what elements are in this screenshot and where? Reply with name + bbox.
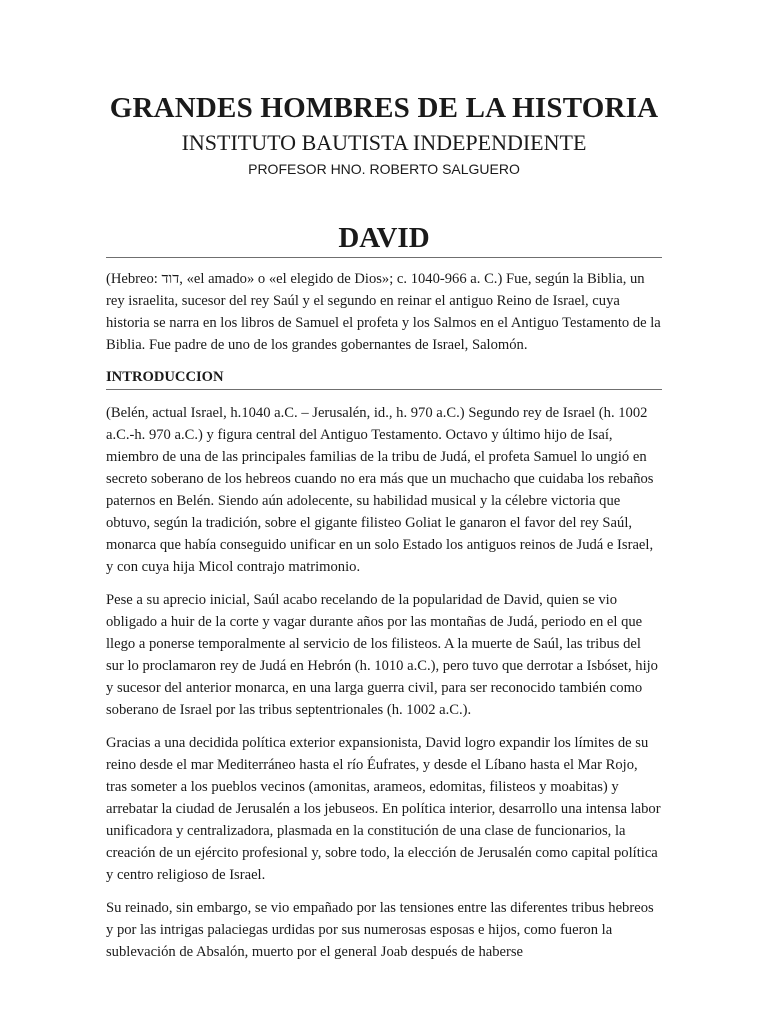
institute-name: INSTITUTO BAUTISTA INDEPENDIENTE xyxy=(181,130,587,155)
intro-paragraph: (Hebreo: דוד, «el amado» o «el elegido de Dios»; c. 1040-966 a. C.) Fue, según la Biblia, un rey israelita, sucesor del rey Saúl y el segundo en reinar el antiguo Reino de Israel, cuya historia se narra en los libros de Samuel el profeta y los Salmos en el Antiguo Testamento de la Biblia. Fue padre de uno de los grandes gobernantes de Israel, Salomón. xyxy=(106,271,661,353)
professor-name: PROFESOR HNO. ROBERTO SALGUERO xyxy=(248,161,520,177)
body-paragraph: Gracias a una decidida política exterior expansionista, David logro expandir los límites de su reino desde el mar Mediterráneo hasta el río Éufrates, y desde el Líbano hasta el Mar Rojo, tras someter a los pueblos vecinos (amonitas, arameos, edomitas, filisteos y moabitas) y arrebatar la ciudad de Jerusalén a los jebuseos. En política interior, desarrollo una intensa labor unificadora y centralizadora, plasmada en la constitución de una clase de funcionarios, la creación de un ejército profesional y, sobre todo, la elección de Jerusalén como capital política y centro religioso de Israel. xyxy=(106,735,661,883)
body-paragraph: Pese a su aprecio inicial, Saúl acabo recelando de la popularidad de David, quien se vio obligado a huir de la corte y vagar durante años por las montañas de Judá, periodo en el que llego a ponerse temporalmente al servicio de los filisteos. A la muerte de Saúl, las tribus del sur lo proclamaron rey de Judá en Hebrón (h. 1010 a.C.), pero tuvo que derrotar a Isbóset, hijo y sucesor del anterior monarca, en una larga guerra civil, para ser reconocido también como soberano de Israel por las tribus septentrionales (h. 1002 a.C.). xyxy=(106,592,658,718)
document-title: GRANDES HOMBRES DE LA HISTORIA xyxy=(109,92,659,124)
section-title: DAVID xyxy=(106,222,662,258)
document-body xyxy=(106,268,662,974)
introduccion-heading: INTRODUCCION xyxy=(106,367,662,390)
body-paragraph: Su reinado, sin embargo, se vio empañado por las tensiones entre las diferentes tribus hebreos y por las intrigas palaciegas urdidas por sus numerosas esposas e hijos, como fueron la sublevación de Absalón, muerto por el general Joab después de haberse xyxy=(106,900,654,960)
body-paragraph: (Belén, actual Israel, h.1040 a.C. – Jerusalén, id., h. 970 a.C.) Segundo rey de Israel (h. 1002 a.C.-h. 970 a.C.) y figura central del Antiguo Testamento. Octavo y último hijo de Isaí, miembro de una de las principales familias de la tribu de Judá, el profeta Samuel lo ungió en secreto soberano de los hebreos cuando no era más que un muchacho que cuidaba los rebaños paternos en Belén. Siendo aún adolecente, su habilidad musical y la célebre victoria que obtuvo, según la tradición, sobre el gigante filisteo Goliat le ganaron el favor del rey Saúl, monarca que había conseguido unificar en un solo Estado los antiguos reinos de Judá e Israel, y con cuya hija Micol contrajo matrimonio. xyxy=(106,405,654,575)
